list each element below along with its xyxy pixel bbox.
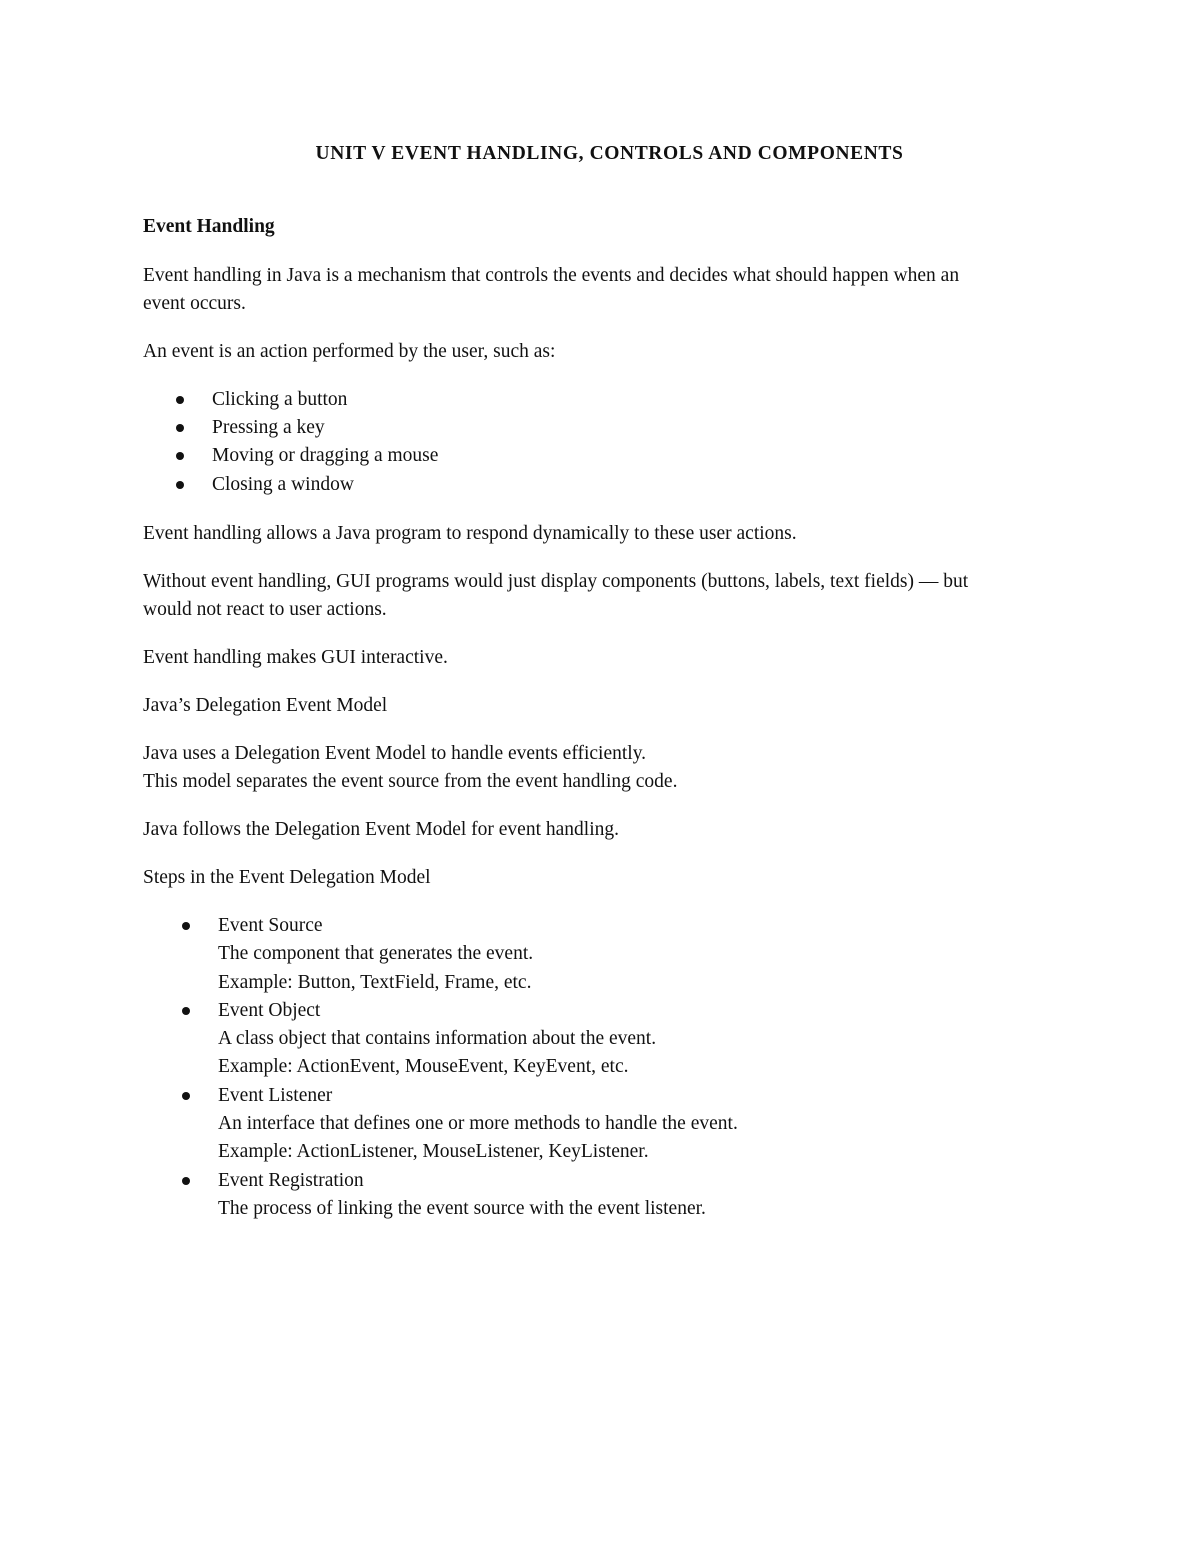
intro-line-2: event occurs. xyxy=(143,293,246,314)
step-example: Example: ActionListener, MouseListener, KeyListener. xyxy=(218,1141,649,1163)
without-line-2: would not react to user actions. xyxy=(143,599,387,620)
step-description: An interface that defines one or more methods to handle the event. xyxy=(218,1113,738,1135)
list-item xyxy=(143,1167,738,1224)
section-heading: Event Handling xyxy=(143,216,275,237)
steps-list xyxy=(143,912,738,1223)
bullet-icon xyxy=(176,452,184,460)
without-line-1: Without event handling, GUI programs would just display components (buttons, labels, text fields) — but xyxy=(143,571,969,592)
bullet-icon xyxy=(176,424,184,432)
follows-paragraph: Java follows the Delegation Event Model for event handling. xyxy=(143,819,619,840)
examples-list xyxy=(143,386,438,499)
bullet-icon xyxy=(176,481,184,489)
step-description: The process of linking the event source with the event listener. xyxy=(218,1197,706,1219)
steps-heading: Steps in the Event Delegation Model xyxy=(143,867,431,888)
list-item: Moving or dragging a mouse xyxy=(143,442,438,470)
intro-line-1: Event handling in Java is a mechanism that controls the events and decides what should happen when an xyxy=(143,265,960,286)
step-name: Event Listener xyxy=(218,1084,333,1106)
bullet-icon xyxy=(182,1007,190,1015)
interactive-paragraph: Event handling makes GUI interactive. xyxy=(143,647,448,668)
list-item xyxy=(143,997,738,1082)
step-name: Event Object xyxy=(218,999,321,1021)
delegation-heading: Java’s Delegation Event Model xyxy=(143,695,388,716)
bullet-icon xyxy=(182,1092,190,1100)
step-example: Example: ActionEvent, MouseEvent, KeyEvent, etc. xyxy=(218,1056,629,1078)
allows-paragraph: Event handling allows a Java program to respond dynamically to these user actions. xyxy=(143,523,797,544)
step-description: The component that generates the event. xyxy=(218,943,534,965)
list-item xyxy=(143,912,738,997)
event-definition: An event is an action performed by the user, such as: xyxy=(143,341,556,362)
step-description: A class object that contains information about the event. xyxy=(218,1028,657,1050)
list-item: Pressing a key xyxy=(143,414,438,442)
bullet-icon xyxy=(176,396,184,404)
page-title: UNIT V EVENT HANDLING, CONTROLS AND COMPONENTS xyxy=(315,143,904,164)
step-name: Event Source xyxy=(218,915,323,936)
bullet-icon xyxy=(182,922,190,930)
list-item: Closing a window xyxy=(143,471,438,499)
step-name: Event Registration xyxy=(218,1169,364,1191)
delegation-line-1: Java uses a Delegation Event Model to handle events efficiently. xyxy=(143,743,647,764)
delegation-line-2: This model separates the event source from the event handling code. xyxy=(143,771,678,792)
list-item: Clicking a button xyxy=(143,386,438,414)
step-example: Example: Button, TextField, Frame, etc. xyxy=(218,971,532,993)
bullet-icon xyxy=(182,1177,190,1185)
list-item xyxy=(143,1082,738,1167)
